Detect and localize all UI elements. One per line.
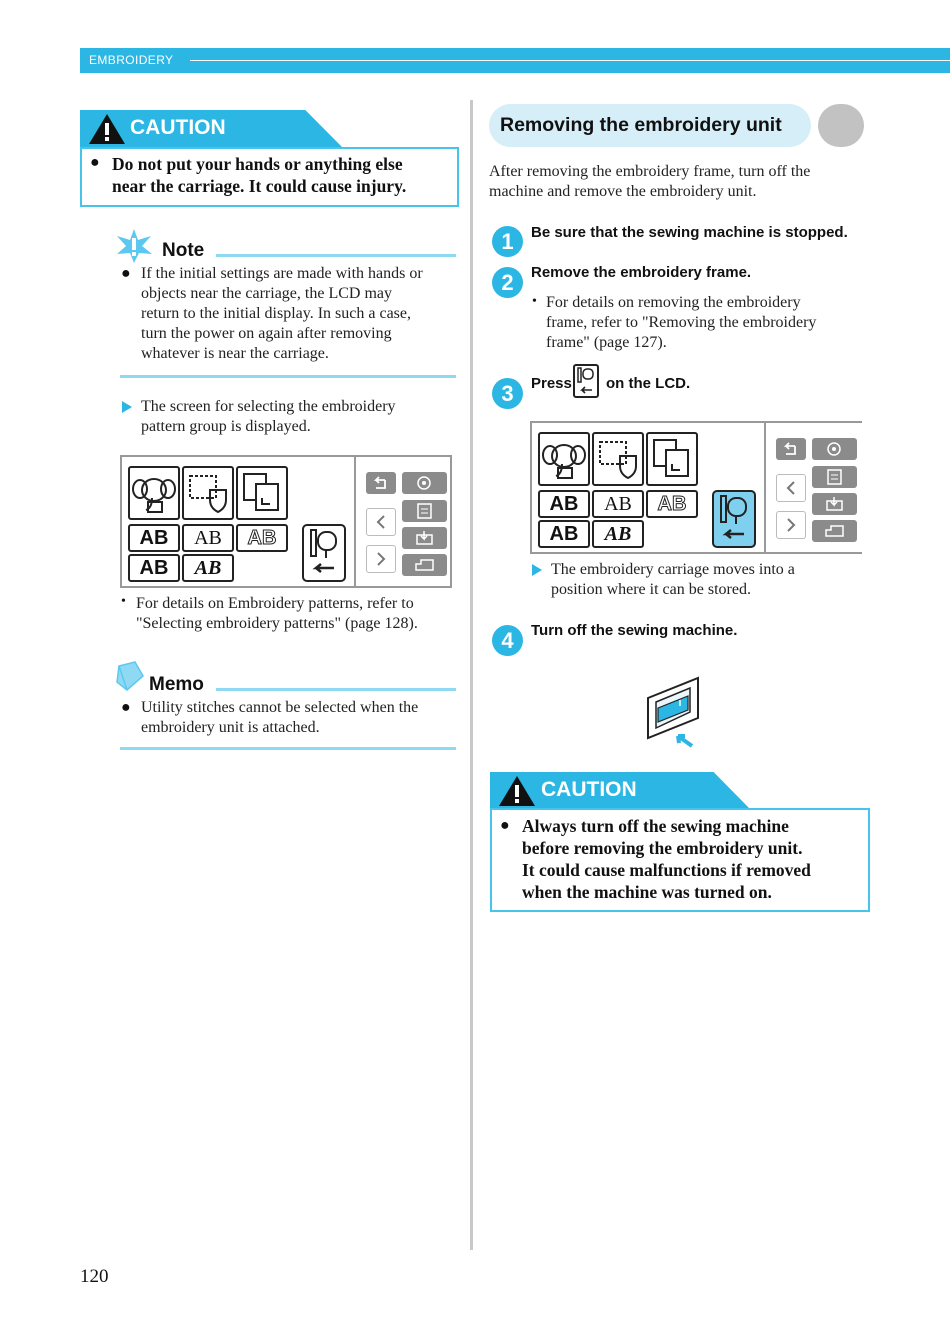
note-icon: [114, 228, 154, 264]
pattern-tile-ab-outline[interactable]: AB: [236, 524, 288, 552]
header-rule: [190, 60, 950, 61]
details-text: [136, 594, 418, 634]
memo-line: Utility stitches cannot be selected when the: [141, 699, 419, 716]
caution-body: [522, 815, 811, 903]
section-title: Removing the embroidery unit: [500, 114, 782, 136]
memory-icon: [812, 493, 857, 515]
memo-body: [141, 698, 418, 738]
memo-title: Memo: [149, 674, 204, 695]
intro-line: machine and remove the embroidery unit.: [489, 183, 757, 200]
step-text: Be sure that the sewing machine is stopped.: [531, 224, 848, 241]
detail-line: frame" (page 127).: [546, 334, 667, 351]
chevron-right-icon: [777, 512, 805, 538]
result-line: The embroidery carriage moves into a: [551, 561, 795, 578]
step-text: on the LCD.: [606, 375, 691, 392]
sewing-machine-icon: [402, 554, 447, 576]
note-rule: [216, 254, 456, 257]
note-bottom-rule: [120, 375, 456, 378]
caution-line: near the carriage. It could cause injury.: [112, 176, 407, 196]
pattern-tile-frame[interactable]: [592, 432, 644, 486]
caution-title: CAUTION: [541, 778, 637, 801]
warning-icon: [87, 112, 127, 146]
step-text: Remove the embroidery frame.: [531, 264, 752, 281]
memo-line: embroidery unit is attached.: [141, 719, 320, 736]
bullet-icon: •: [532, 294, 537, 309]
sewing-machine-icon: [812, 520, 857, 542]
pattern-tile-frame[interactable]: [182, 466, 234, 520]
step3-result: [551, 560, 795, 600]
next-page-button[interactable]: [366, 545, 396, 573]
carriage-icon: [304, 526, 344, 580]
lcd-divider: [354, 457, 356, 586]
memory-icon: [402, 527, 447, 549]
lcd-screen: [530, 421, 862, 554]
pattern-tile-ab-serif[interactable]: AB: [182, 524, 234, 552]
caution-line: before removing the embroidery unit.: [522, 838, 803, 858]
pattern-tile-ab-bold[interactable]: AB: [128, 524, 180, 552]
section-header: EMBROIDERY: [89, 53, 174, 67]
pattern-tile-pages[interactable]: [646, 432, 698, 486]
carriage-key-inline: [573, 364, 599, 398]
chevron-right-icon: [367, 546, 395, 572]
pages-icon: [238, 468, 286, 518]
bullet-icon: ●: [121, 699, 131, 716]
note-line: whatever is near the carriage.: [141, 345, 329, 362]
elephant-icon: [130, 468, 178, 518]
embroidery-icon: [402, 472, 447, 494]
machine-button[interactable]: [812, 520, 857, 542]
embroidery-button[interactable]: [402, 472, 447, 494]
return-button[interactable]: [776, 438, 806, 460]
pattern-tile-elephant[interactable]: [128, 466, 180, 520]
list-icon: [402, 500, 447, 522]
carriage-icon: [575, 366, 597, 396]
note-title: Note: [162, 240, 205, 261]
bullet-icon: •: [121, 594, 126, 609]
pattern-tile-ab-bold-2[interactable]: AB: [128, 554, 180, 582]
memo-bottom-rule: [120, 747, 456, 750]
detail-line: For details on removing the embroidery: [546, 294, 801, 311]
note-line: return to the initial display. In such a case,: [141, 305, 411, 322]
caution-line: It could cause malfunctions if removed: [522, 860, 811, 880]
result-arrow-icon: [122, 401, 132, 413]
bullet-icon: ●: [500, 817, 510, 834]
list-button[interactable]: [812, 466, 857, 488]
caution-line: Always turn off the sewing machine: [522, 816, 789, 836]
return-icon: [776, 438, 806, 460]
carriage-button[interactable]: [302, 524, 346, 582]
result-line: position where it can be stored.: [551, 581, 751, 598]
intro-text: [489, 162, 810, 202]
list-icon: [812, 466, 857, 488]
machine-button[interactable]: [402, 554, 447, 576]
pattern-tile-ab-bold-2[interactable]: AB: [538, 520, 590, 548]
memory-button[interactable]: [402, 527, 447, 549]
step-number: 1: [492, 226, 523, 257]
prev-page-button[interactable]: [366, 508, 396, 536]
step-number: 2: [492, 267, 523, 298]
details-line: For details on Embroidery patterns, refer to: [136, 595, 414, 612]
result-line: pattern group is displayed.: [141, 418, 311, 435]
lcd-screen: [120, 455, 452, 588]
pattern-tile-pages[interactable]: [236, 466, 288, 520]
bullet-icon: ●: [121, 265, 131, 282]
memory-button[interactable]: [812, 493, 857, 515]
step-number: 3: [492, 378, 523, 409]
note-line: objects near the carriage, the LCD may: [141, 285, 392, 302]
warning-icon: [497, 774, 537, 808]
pattern-tile-elephant[interactable]: [538, 432, 590, 486]
list-button[interactable]: [402, 500, 447, 522]
chevron-left-icon: [777, 475, 805, 501]
intro-line: After removing the embroidery frame, turn off the: [489, 163, 811, 180]
step2-detail: [546, 293, 816, 353]
bullet-icon: ●: [90, 154, 100, 171]
pattern-tile-ab-italic[interactable]: AB: [592, 520, 644, 548]
caution-title: CAUTION: [130, 116, 226, 139]
column-divider: [470, 100, 473, 1250]
caution-line: when the machine was turned on.: [522, 882, 772, 902]
embroidery-button[interactable]: [812, 438, 857, 460]
frame-pattern-icon: [184, 468, 232, 518]
detail-line: frame, refer to "Removing the embroidery: [546, 314, 817, 331]
prev-page-button[interactable]: [776, 474, 806, 502]
carriage-button-selected[interactable]: [712, 490, 756, 548]
memo-icon: [113, 660, 147, 692]
step-text: Turn off the sewing machine.: [531, 622, 738, 639]
page-number: 120: [80, 1266, 109, 1287]
step-text: Press: [531, 375, 572, 392]
note-line: turn the power on again after removing: [141, 325, 392, 342]
result-line: The screen for selecting the embroidery: [141, 398, 396, 415]
return-icon: [366, 472, 396, 494]
pages-icon: [648, 434, 696, 484]
carriage-icon: [714, 492, 754, 546]
pattern-tile-ab-serif[interactable]: AB: [592, 490, 644, 518]
details-line: "Selecting embroidery patterns" (page 128).: [136, 615, 418, 632]
chevron-left-icon: [367, 509, 395, 535]
caution-line: Do not put your hands or anything else: [112, 154, 403, 174]
pattern-tile-ab-italic[interactable]: AB: [182, 554, 234, 582]
lcd-divider: [764, 423, 766, 552]
result-arrow-icon: [532, 564, 542, 576]
frame-pattern-icon: [594, 434, 642, 484]
pattern-tile-ab-bold[interactable]: AB: [538, 490, 590, 518]
memo-rule: [216, 688, 456, 691]
return-button[interactable]: [366, 472, 396, 494]
elephant-icon: [540, 434, 588, 484]
note-body: [141, 264, 461, 364]
note-line: If the initial settings are made with hands or: [141, 265, 423, 282]
pattern-tile-ab-outline[interactable]: AB: [646, 490, 698, 518]
step-number: 4: [492, 625, 523, 656]
result-text: [141, 397, 396, 437]
embroidery-icon: [812, 438, 857, 460]
next-page-button[interactable]: [776, 511, 806, 539]
power-switch-icon: [640, 672, 702, 750]
title-pill-shadow: [818, 104, 864, 147]
